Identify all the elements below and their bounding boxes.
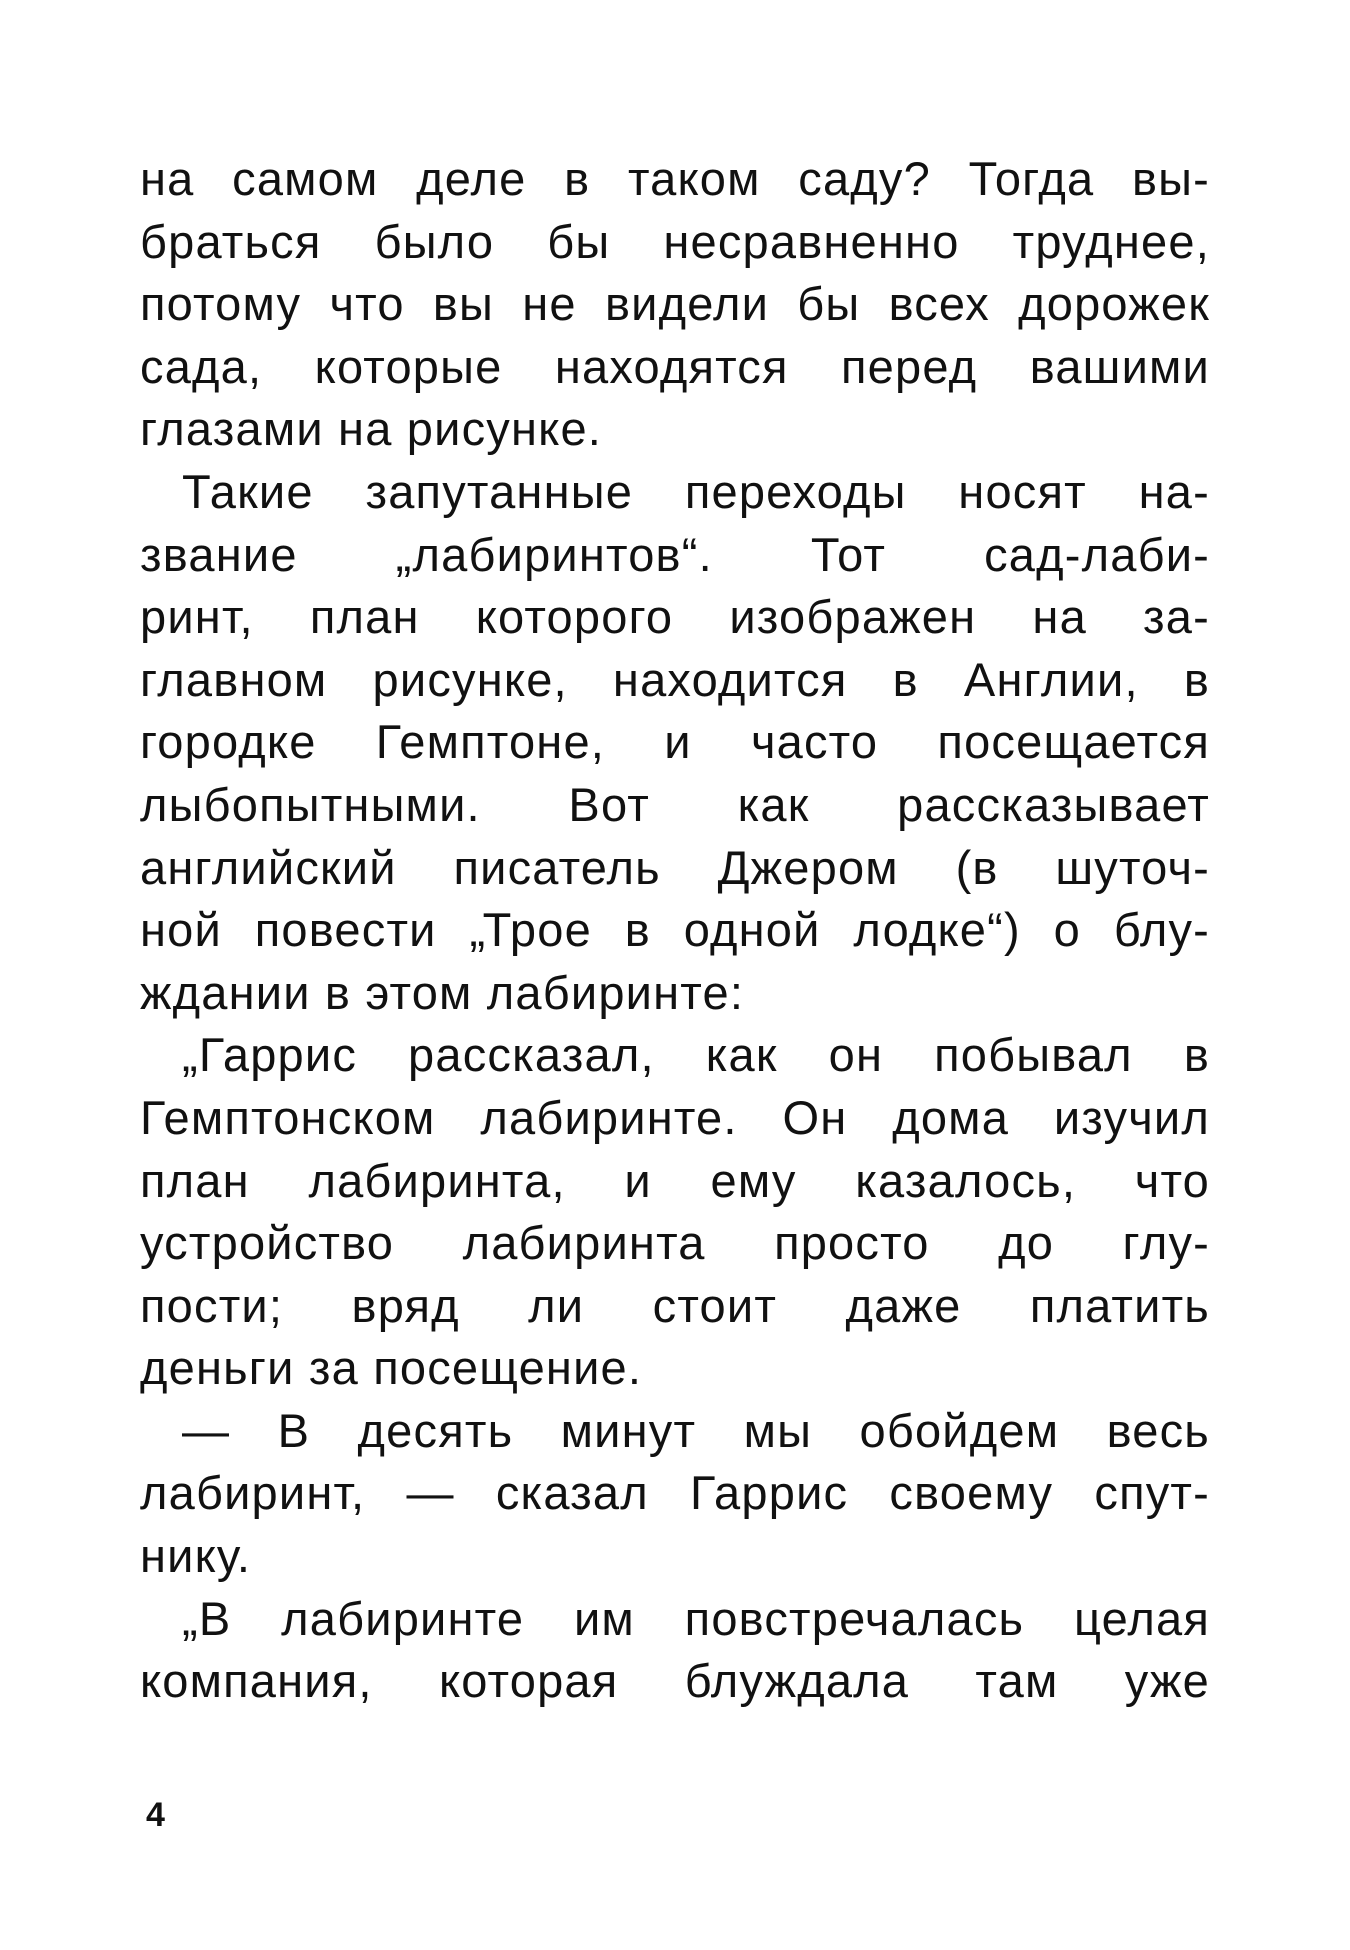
text-line: ной повести „Трое в одной лодке“) о блу- [140,903,1210,957]
text-line: сада, которые находятся перед вашими [140,339,1210,393]
text-line: „В лабиринте им повстречалась целая [182,1591,1210,1645]
text-line: — В десять минут мы обойдем весь [182,1403,1210,1457]
text-line: „Гаррис рассказал, как он побывал в [182,1028,1210,1082]
page-text [140,148,1210,1713]
text-line: браться было бы несравненно труднее, [140,214,1210,268]
text-line: лыбопытными. Вот как рассказывает [140,777,1210,831]
text-line: английский писатель Джером (в шуточ- [140,840,1210,894]
text-line: план лабиринта, и ему казалось, что [140,1153,1210,1207]
text-line: лабиринт, — сказал Гаррис своему спут- [140,1466,1210,1520]
text-line: потому что вы не видели бы всех дорожек [140,277,1210,331]
text-line: ждании в этом лабиринте: [140,965,745,1019]
text-line: глазами на рисунке. [140,402,603,456]
text-line: нику. [140,1529,252,1583]
text-line: главном рисунке, находится в Англии, в [140,652,1210,706]
text-line: Гемптонском лабиринте. Он дома изучил [140,1090,1210,1144]
text-line: Такие запутанные переходы носят на- [182,464,1210,518]
text-line: деньги за посещение. [140,1341,643,1395]
text-line: ринт, план которого изображен на за- [140,590,1210,644]
page-number: 4 [146,1796,165,1834]
text-line: на самом деле в таком саду? Тогда вы- [140,152,1210,205]
text-line: городке Гемптоне, и часто посещается [140,715,1210,769]
text-line: звание „лабиринтов“. Тот сад-лаби- [140,527,1210,581]
text-line: пости; вряд ли стоит даже платить [140,1278,1210,1332]
text-line: компания, которая блуждала там уже [140,1654,1210,1708]
text-line: устройство лабиринта просто до глу- [140,1216,1210,1270]
